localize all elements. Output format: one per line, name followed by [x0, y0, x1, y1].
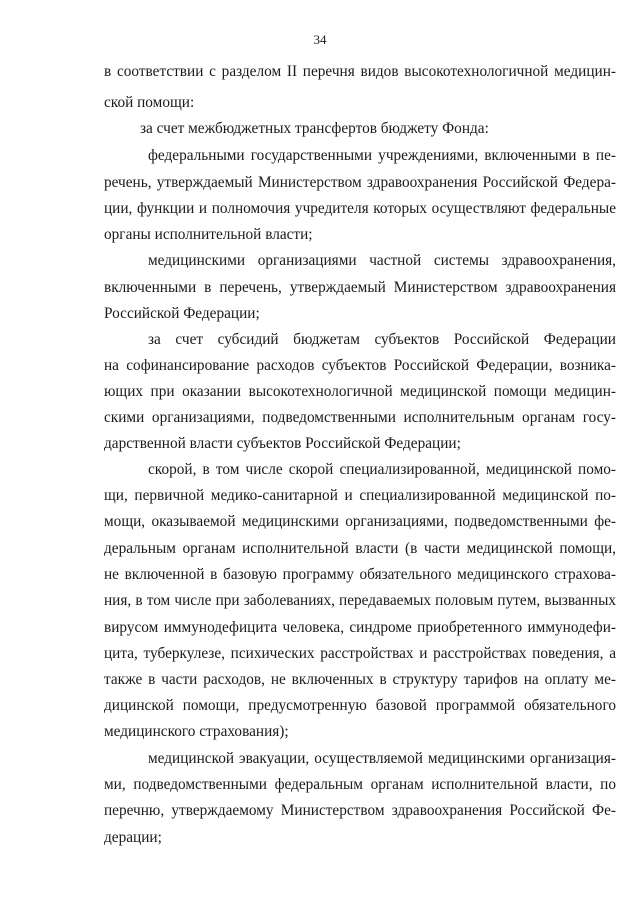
text-line: медицинской эвакуации, осуществляемой медицинскими организация- [148, 750, 616, 767]
text-line: включенными в перечень, утверждаемый Министерством здравоохранения [104, 279, 616, 296]
text-line: медицинскими организациями частной системы здравоохранения, [148, 252, 616, 269]
text-line: дицинской помощи, предусмотренную базовой программой обязательного [104, 697, 616, 714]
text-line: в соответствии с разделом II перечня видов высокотехнологичной медицин- [104, 63, 616, 80]
text-line: вирусом иммунодефицита человека, синдроме приобретенного иммунодефи- [104, 619, 616, 636]
text-line: скими организациями, подведомственными исполнительным органам госу- [104, 409, 616, 426]
text-line: дерации; [104, 829, 162, 846]
page-number: 34 [313, 32, 327, 47]
text-line: ции, функции и полномочия учредителя которых осуществляют федеральные [104, 200, 616, 217]
text-line: не включенной в базовую программу обязательного медицинского страхова- [104, 566, 616, 583]
text-line: речень, утверждаемый Министерством здравоохранения Российской Федера- [104, 174, 616, 191]
text-line: перечню, утверждаемому Министерством здравоохранения Российской Фе- [104, 802, 616, 819]
text-line: цита, туберкулезе, психических расстройствах и расстройствах поведения, а [104, 645, 616, 662]
text-line: ющих при оказании высокотехнологичной медицинской помощи медицин- [104, 383, 616, 400]
text-line: федеральными государственными учреждениями, включенными в пе- [148, 147, 616, 164]
text-line: дарственной власти субъектов Российской Федерации; [104, 435, 461, 452]
text-line: скорой, в том числе скорой специализированной, медицинской помо- [148, 461, 616, 478]
text-line: за счет межбюджетных трансфертов бюджету Фонда: [140, 120, 489, 137]
text-line: медицинского страхования); [104, 723, 289, 740]
text-line: органы исполнительной власти; [104, 226, 313, 243]
text-line: ния, в том числе при заболеваниях, передаваемых половым путем, вызванных [104, 592, 616, 609]
text-line: ской помощи: [104, 94, 195, 111]
text-line: Российской Федерации; [104, 305, 260, 322]
text-line: также в части расходов, не включенных в структуру тарифов на оплату ме- [104, 671, 616, 688]
text-line: ми, подведомственными федеральным органам исполнительной власти, по [104, 776, 616, 793]
text-line: деральным органам исполнительной власти (в части медицинской помощи, [104, 540, 616, 557]
text-line: на софинансирование расходов субъектов Российской Федерации, возника- [104, 357, 616, 374]
text-line: щи, первичной медико-санитарной и специализированной медицинской по- [104, 487, 616, 504]
text-line: за счет субсидий бюджетам субъектов Российской Федерации [148, 331, 616, 348]
text-line: мощи, оказываемой медицинскими организациями, подведомственными фе- [104, 513, 616, 530]
